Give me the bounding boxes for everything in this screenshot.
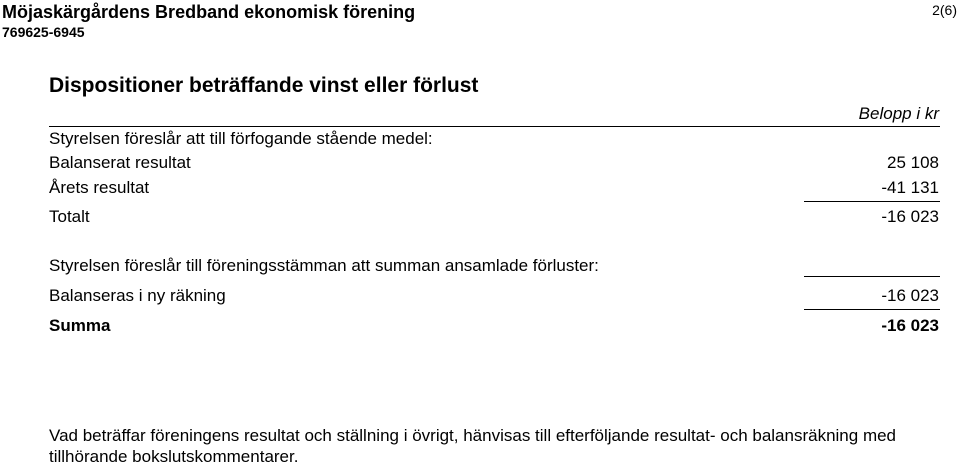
row-label-arets-resultat: Årets resultat <box>49 178 150 197</box>
sum-value: -16 023 <box>881 316 939 335</box>
currency-label: Belopp i kr <box>858 104 939 123</box>
section-title: Dispositioner beträffande vinst eller förlust <box>49 74 479 97</box>
row-value-balanserat-resultat: 25 108 <box>887 153 939 172</box>
disposition-top-rule <box>804 276 940 277</box>
total-value: -16 023 <box>881 207 939 226</box>
total-label: Totalt <box>49 207 90 226</box>
row-label-balanseras: Balanseras i ny räkning <box>49 286 226 305</box>
row-value-balanseras: -16 023 <box>881 286 939 305</box>
organization-name: Möjaskärgårdens Bredband ekonomisk förening <box>2 2 416 22</box>
footer-note: Vad beträffar föreningens resultat och ställning i övrigt, hänvisas till efterföljande resultat- och balansräkning med tillhörande bokslutskommentarer. <box>49 426 897 466</box>
page-number: 2(6) <box>932 2 957 18</box>
row-label-balanserat-resultat: Balanserat resultat <box>49 153 191 172</box>
header-rule <box>49 126 940 127</box>
proposal-funds-intro: Styrelsen föreslår att till förfogande stående medel: <box>49 129 433 148</box>
subtotal-rule <box>804 201 940 202</box>
sum-rule <box>804 309 940 310</box>
organization-number: 769625-6945 <box>2 24 85 40</box>
sum-label: Summa <box>49 316 111 335</box>
row-value-arets-resultat: -41 131 <box>881 178 939 197</box>
proposal-disposition-intro: Styrelsen föreslår till föreningsstämman att summan ansamlade förluster: <box>49 256 599 275</box>
